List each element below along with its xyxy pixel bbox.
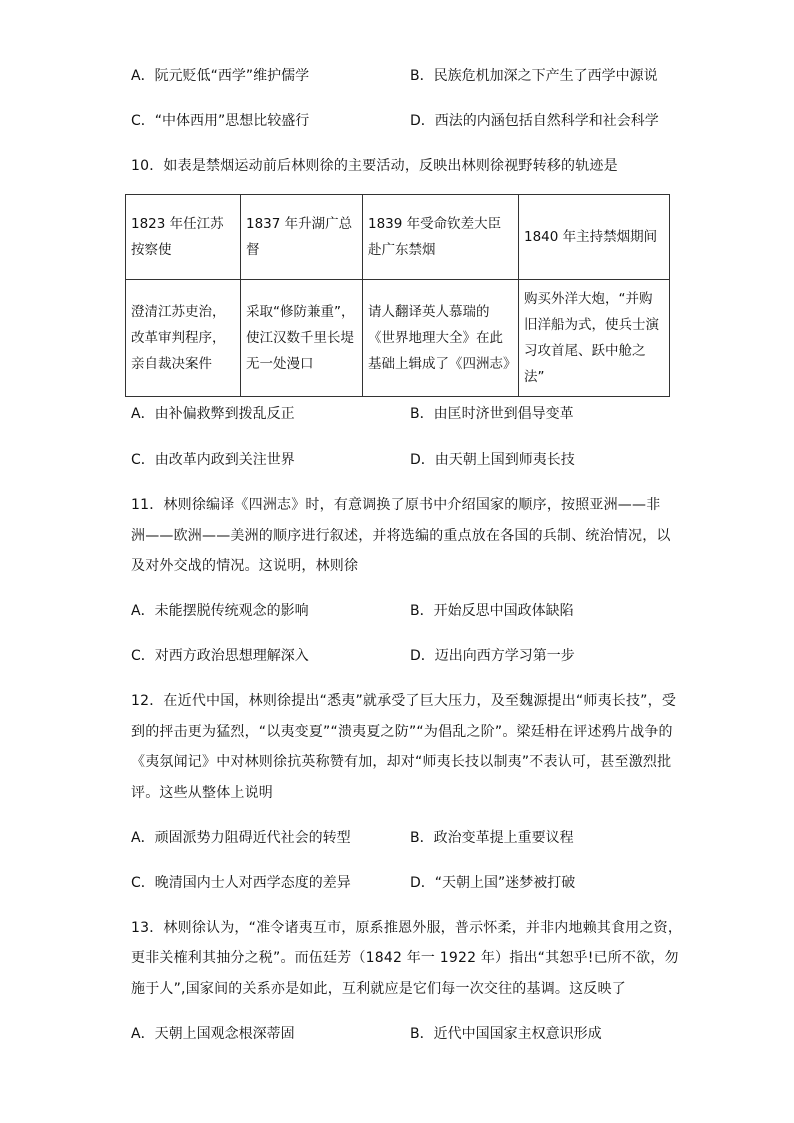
table-cell-1837: 采取“修防兼重”，使江汉数千里长堤无一处漫口 [241, 280, 363, 397]
q10-option-d: D．由天朝上国到师夷长技 [410, 452, 575, 468]
q10-table [125, 194, 670, 397]
q11-option-b: B．开始反思中国政体缺陷 [410, 603, 574, 619]
q10-option-b: B．由匡时济世到倡导变革 [410, 406, 574, 422]
q11-option-d: D．迈出向西方学习第一步 [410, 648, 575, 664]
q11-option-a: A．未能摆脱传统观念的影响 [131, 603, 309, 619]
q10-option-a: A．由补偏救弊到拨乱反正 [131, 406, 295, 422]
q12-option-d: D．“天朝上国”迷梦被打破 [410, 875, 576, 891]
q13-stem-line-1: 13．林则徐认为，“准令诸夷互市，原系推恩外服，普示怀柔，并非内地赖其食用之资， [131, 920, 683, 936]
q13-stem-line-2: 更非关榷利其抽分之税”。而伍廷芳（1842 年一 1922 年）指出“其恕乎!已所不欲，勿 [131, 950, 679, 966]
q10-option-c: C．由改革内政到关注世界 [131, 452, 295, 468]
table-header-1823: 1823 年任江苏按察使 [126, 195, 241, 280]
q9-option-a: A．阮元贬低“西学”维护儒学 [131, 68, 310, 84]
q9-option-d: D．西法的内涵包括自然科学和社会科学 [410, 113, 659, 129]
q12-option-a: A．顽固派势力阻碍近代社会的转型 [131, 830, 351, 846]
table-header-1840: 1840 年主持禁烟期间 [519, 195, 670, 280]
q11-option-c: C．对西方政治思想理解深入 [131, 648, 309, 664]
q12-stem-line-4: 评。这些从整体上说明 [131, 785, 273, 801]
q12-stem-line-3: 《夷氛闻记》中对林则徐抗英称赞有加，却对“师夷长技以制夷”不表认可，甚至激烈批 [131, 754, 672, 770]
q11-stem-line-1: 11．林则徐编译《四洲志》时，有意调换了原书中介绍国家的顺序，按照亚洲——非 [131, 497, 661, 513]
table-header-1837: 1837 年升湖广总督 [241, 195, 363, 280]
q12-option-c: C．晚清国内士人对西学态度的差异 [131, 875, 351, 891]
table-cell-1840: 购买外洋大炮，“并购旧洋船为式，使兵士演习攻首尾、跃中舱之法” [519, 280, 670, 397]
q9-option-c: C．“中体西用”思想比较盛行 [131, 113, 310, 129]
q12-stem-line-1: 12．在近代中国，林则徐提出“悉夷”就承受了巨大压力，及至魏源提出“师夷长技”，受 [131, 693, 677, 709]
table-header-1839: 1839 年受命钦差大臣赴广东禁烟 [363, 195, 519, 280]
q11-stem-line-2: 洲——欧洲——美洲的顺序进行叙述，并将选编的重点放在各国的兵制、统治情况，以 [131, 528, 671, 544]
q13-option-a: A．天朝上国观念根深蒂固 [131, 1026, 295, 1042]
table-cell-1823: 澄清江苏吏治，改革审判程序，亲自裁决案件 [126, 280, 241, 397]
q11-stem-line-3: 及对外交战的情况。这说明，林则徐 [131, 558, 359, 574]
q13-option-b: B．近代中国国家主权意识形成 [410, 1026, 602, 1042]
q13-stem-line-3: 施于人”,国家间的关系亦是如此，互利就应是它们每一次交往的基调。这反映了 [131, 981, 626, 997]
q10-stem: 10．如表是禁烟运动前后林则徐的主要活动，反映出林则徐视野转移的轨迹是 [131, 158, 618, 174]
table-cell-1839: 请人翻译英人慕瑞的《世界地理大全》在此基础上辑成了《四洲志》 [363, 280, 519, 397]
q12-stem-line-2: 到的抨击更为猛烈，“以夷变夏”“溃夷夏之防”“为倡乱之阶”。梁廷枏在评述鸦片战争的 [131, 724, 673, 740]
q12-option-b: B．政治变革提上重要议程 [410, 830, 574, 846]
q9-option-b: B．民族危机加深之下产生了西学中源说 [410, 68, 658, 84]
